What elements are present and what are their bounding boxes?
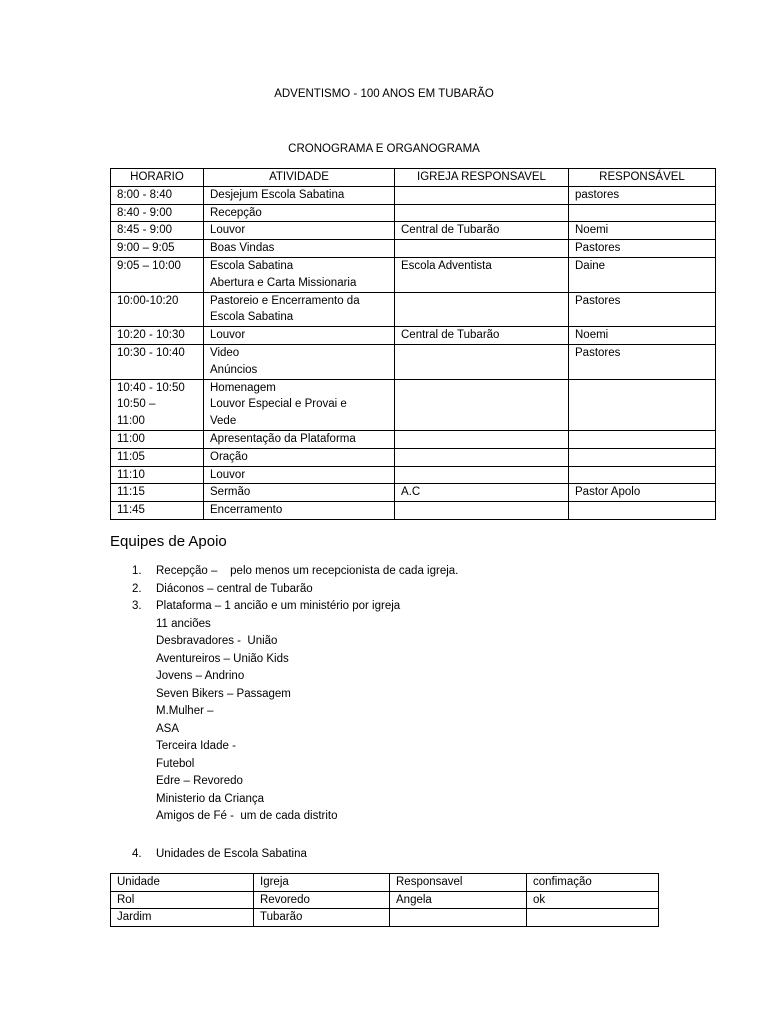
- responsavel-cell: [569, 204, 716, 222]
- list-number: 1.: [132, 565, 142, 577]
- header-atividade: ATIVIDADE: [204, 169, 395, 187]
- schedule-table: [110, 168, 716, 520]
- sublist-item: Amigos de Fé - um de cada distrito: [156, 810, 338, 822]
- atividade-cell: Sermão: [204, 484, 395, 502]
- confirmacao-cell: ok: [527, 891, 659, 909]
- horario-cell: 8:40 - 9:00: [111, 204, 204, 222]
- list-number: 4.: [132, 848, 142, 860]
- apoio-list: [132, 563, 458, 826]
- header-responsavel: RESPONSÁVEL: [569, 169, 716, 187]
- table-row: [111, 909, 659, 927]
- table-row: [111, 502, 716, 520]
- atividade-cell: Louvor: [204, 222, 395, 240]
- igreja-cell: [395, 292, 569, 327]
- horario-cell: 11:05: [111, 448, 204, 466]
- atividade-cell: Escola Sabatina Abertura e Carta Missionaria: [204, 257, 395, 292]
- list-item: [132, 598, 458, 826]
- horario-cell: 11:45: [111, 502, 204, 520]
- responsavel-cell: Daine: [569, 257, 716, 292]
- responsavel-cell: Pastor Apolo: [569, 484, 716, 502]
- schedule-header-row: [111, 169, 716, 187]
- list-item: [132, 846, 307, 863]
- responsavel-cell: Angela: [390, 891, 527, 909]
- atividade-cell: Apresentação da Plataforma: [204, 430, 395, 448]
- confirmacao-cell: [527, 909, 659, 927]
- atividade-cell: Louvor: [204, 466, 395, 484]
- plataforma-sublist: [156, 616, 458, 826]
- igreja-cell: [395, 240, 569, 258]
- igreja-cell: A.C: [395, 484, 569, 502]
- igreja-cell: [395, 186, 569, 204]
- units-header-row: [111, 874, 659, 892]
- table-row: [111, 186, 716, 204]
- sublist-item: Futebol: [156, 757, 195, 770]
- list-text: Diáconos – central de Tubarão: [156, 582, 313, 595]
- sublist-item: Desbravadores - União: [156, 635, 278, 647]
- igreja-cell: [395, 466, 569, 484]
- table-row: [111, 344, 716, 379]
- igreja-cell: [395, 430, 569, 448]
- responsavel-cell: [569, 502, 716, 520]
- igreja-cell: Escola Adventista: [395, 257, 569, 292]
- table-row: [111, 430, 716, 448]
- table-row: [111, 484, 716, 502]
- table-row: [111, 448, 716, 466]
- atividade-cell: Encerramento: [204, 502, 395, 520]
- responsavel-cell: pastores: [569, 186, 716, 204]
- atividade-cell: Video Anúncios: [204, 344, 395, 379]
- atividade-cell: Recepção: [204, 204, 395, 222]
- sublist-item: M.Mulher –: [156, 705, 214, 717]
- table-row: [111, 204, 716, 222]
- atividade-cell: Oração: [204, 448, 395, 466]
- header-unidade: Unidade: [111, 874, 254, 892]
- igreja-cell: Central de Tubarão: [395, 327, 569, 345]
- horario-cell: 10:30 - 10:40: [111, 344, 204, 379]
- horario-cell: 9:00 – 9:05: [111, 240, 204, 258]
- responsavel-cell: Noemi: [569, 222, 716, 240]
- responsavel-cell: Pastores: [569, 240, 716, 258]
- document-subtitle: CRONOGRAMA E ORGANOGRAMA: [288, 143, 480, 155]
- igreja-cell: [395, 379, 569, 430]
- horario-cell: 8:45 - 9:00: [111, 222, 204, 240]
- sublist-item: Aventureiros – União Kids: [156, 652, 289, 665]
- responsavel-cell: [569, 430, 716, 448]
- list-text: Recepção – pelo menos um recepcionista de cada igreja.: [156, 565, 459, 577]
- horario-cell: 10:40 - 10:50 10:50 – 11:00: [111, 379, 204, 430]
- equipes-heading: Equipes de Apoio: [110, 533, 227, 550]
- igreja-cell: [395, 344, 569, 379]
- igreja-cell: Central de Tubarão: [395, 222, 569, 240]
- header-confirmacao: confimação: [527, 874, 659, 892]
- table-row: [111, 292, 716, 327]
- igreja-cell: [395, 204, 569, 222]
- atividade-cell: Desjejum Escola Sabatina: [204, 186, 395, 204]
- header-horario: HORARIO: [111, 169, 204, 187]
- list-text: Plataforma – 1 ancião e um ministério por igreja: [156, 600, 401, 612]
- list-number: 3.: [132, 600, 142, 612]
- responsavel-cell: [569, 379, 716, 430]
- list-number: 2.: [132, 582, 142, 595]
- unidade-cell: Rol: [111, 891, 254, 909]
- sublist-item: Terceira Idade -: [156, 740, 236, 752]
- header-responsavel: Responsavel: [390, 874, 527, 892]
- responsavel-cell: [569, 448, 716, 466]
- horario-cell: 11:15: [111, 484, 204, 502]
- table-row: [111, 257, 716, 292]
- atividade-cell: Louvor: [204, 327, 395, 345]
- units-table: [110, 873, 659, 927]
- horario-cell: 10:20 - 10:30: [111, 327, 204, 345]
- table-row: [111, 891, 659, 909]
- sublist-item: Edre – Revoredo: [156, 775, 243, 787]
- responsavel-cell: Pastores: [569, 292, 716, 327]
- responsavel-cell: [569, 466, 716, 484]
- sublist-item: Ministerio da Criança: [156, 792, 265, 805]
- table-row: [111, 466, 716, 484]
- horario-cell: 10:00-10:20: [111, 292, 204, 327]
- unidade-cell: Jardim: [111, 909, 254, 927]
- horario-cell: 11:10: [111, 466, 204, 484]
- list-item: [132, 581, 458, 599]
- responsavel-cell: [390, 909, 527, 927]
- sublist-item: ASA: [156, 722, 180, 735]
- igreja-cell: [395, 448, 569, 466]
- document-title: ADVENTISMO - 100 ANOS EM TUBARÃO: [274, 88, 494, 100]
- sublist-item: 11 anciões: [156, 617, 211, 630]
- responsavel-cell: Noemi: [569, 327, 716, 345]
- atividade-cell: Boas Vindas: [204, 240, 395, 258]
- igreja-cell: [395, 502, 569, 520]
- table-row: [111, 379, 716, 430]
- table-row: [111, 327, 716, 345]
- list-item: [132, 563, 458, 581]
- atividade-cell: Homenagem Louvor Especial e Provai e Vede: [204, 379, 395, 430]
- responsavel-cell: Pastores: [569, 344, 716, 379]
- table-row: [111, 222, 716, 240]
- sublist-item: Seven Bikers – Passagem: [156, 687, 291, 700]
- horario-cell: 11:00: [111, 430, 204, 448]
- igreja-cell: Tubarão: [254, 909, 390, 927]
- igreja-cell: Revoredo: [254, 891, 390, 909]
- header-igreja: Igreja: [254, 874, 390, 892]
- header-igreja-responsavel: IGREJA RESPONSAVEL: [395, 169, 569, 187]
- list-text: Unidades de Escola Sabatina: [156, 848, 307, 860]
- horario-cell: 9:05 – 10:00: [111, 257, 204, 292]
- table-row: [111, 240, 716, 258]
- atividade-cell: Pastoreio e Encerramento da Escola Sabatina: [204, 292, 395, 327]
- sublist-item: Jovens – Andrino: [156, 670, 245, 682]
- horario-cell: 8:00 - 8:40: [111, 186, 204, 204]
